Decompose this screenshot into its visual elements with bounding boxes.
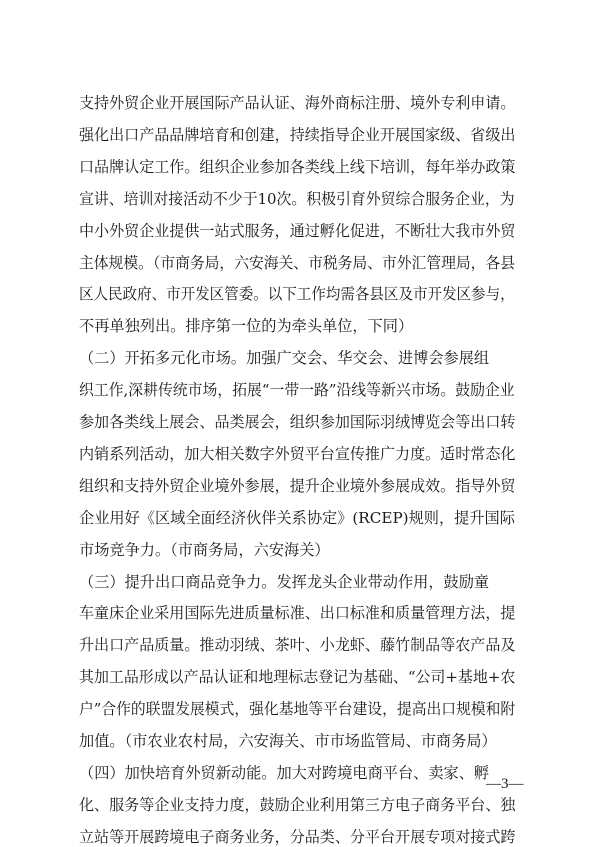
text-line: 支持外贸企业开展国际产品认证、海外商标注册、境外专利申请。 xyxy=(79,94,516,112)
text-line: 不再单独列出。排序第一位的为牵头单位，下同） xyxy=(79,317,414,336)
page-number: —3— xyxy=(486,776,524,792)
text-line: 升出口产品质量。推动羽绒、茶叶、小龙虾、藤竹制品等农产品及 xyxy=(79,636,516,655)
text-line: 户”合作的联盟发展模式，强化基地等平台建设，提高出口规模和附 xyxy=(79,700,516,719)
text-line: 口品牌认定工作。组织企业参加各类线上线下培训，每年举办政策 xyxy=(79,157,516,176)
text-line: 宣讲、培训对接活动不少于10次。积极引育外贸综合服务企业，为 xyxy=(79,189,515,208)
text-line: 区人民政府、市开发区管委。以下工作均需各县区及市开发区参与， xyxy=(79,285,515,304)
text-line: 化、服务等企业支持力度，鼓励企业利用第三方电子商务平台、独 xyxy=(79,795,516,814)
section-heading-line: （二）开拓多元化市场。加强广交会、华交会、进博会参展组 xyxy=(79,349,490,368)
section-heading-line: （四）加快培育外贸新动能。加大对跨境电商平台、卖家、孵 xyxy=(79,763,490,782)
text-line: 其加工品形成以产品认证和地理标志登记为基础、“公司+基地+农 xyxy=(79,668,516,687)
text-line: 织工作,深耕传统市场，拓展“一带一路”沿线等新兴市场。鼓励企业 xyxy=(79,381,515,400)
text-line: 车童床企业采用国际先进质量标准、出口标准和质量管理方法，提 xyxy=(79,604,516,623)
text-line: 企业用好《区域全面经济伙伴关系协定》(RCEP)规则，提升国际 xyxy=(79,508,515,527)
text-line: 内销系列活动，加大相关数字外贸平台宣传推广力度。适时常态化 xyxy=(79,444,516,463)
text-line: 主体规模。（市商务局，六安海关、市税务局、市外汇管理局，各县 xyxy=(79,253,516,272)
text-line: 中小外贸企业提供一站式服务，通过孵化促进，不断壮大我市外贸 xyxy=(79,221,516,240)
text-line: 参加各类线上展会、品类展会，组织参加国际羽绒博览会等出口转 xyxy=(79,413,516,431)
text-line: 组织和支持外贸企业境外参展，提升企业境外参展成效。指导外贸 xyxy=(79,476,516,495)
section-heading-line: （三）提升出口商品竞争力。发挥龙头企业带动作用，鼓励童 xyxy=(79,572,490,591)
text-line: 加值。（市农业农村局，六安海关、市市场监管局、市商务局） xyxy=(79,732,497,750)
text-line: 强化出口产品品牌培育和创建，持续指导企业开展国家级、省级出 xyxy=(79,125,516,144)
text-line: 立站等开展跨境电子商务业务，分品类、分平台开展专项对接式跨 xyxy=(79,827,516,846)
text-line: 市场竞争力。（市商务局，六安海关） xyxy=(79,540,330,559)
